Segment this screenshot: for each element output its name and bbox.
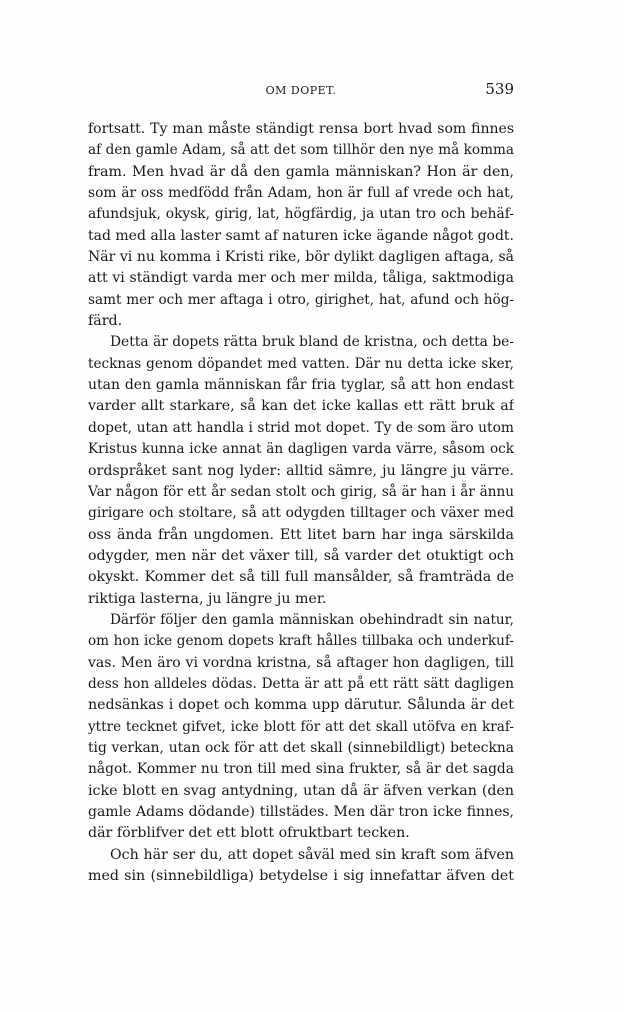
text-line: oss ända från ungdomen. Ett litet barn har inga särskilda: [88, 526, 514, 543]
text-line: med sin (sinnebildliga) betydelse i sig innefattar äfven det: [88, 868, 514, 885]
text-line: att vi ständigt varda mer och mer milda, tåliga, saktmodiga: [88, 270, 514, 287]
text-line: fram. Men hvad är då den gamla människan? Hon är den,: [88, 163, 514, 180]
text-line: nedsänkas i dopet och komma upp därutur. Sålunda är det: [88, 697, 514, 714]
text-line: vas. Men äro vi vordna kristna, så aftager hon dagligen, till: [88, 654, 514, 671]
text-line: yttre tecknet gifvet, icke blott för att det skall utöfva en kraf-: [88, 718, 514, 735]
page-number: 539: [485, 80, 514, 98]
running-head: [88, 80, 514, 102]
text-line: dopet, utan att handla i strid mot dopet. Ty de som äro utom: [88, 419, 514, 436]
text-line: Därför följer den gamla människan obehindradt sin natur,: [110, 611, 514, 628]
text-line: okyskt. Kommer det så till full mansålder, så framträda de: [88, 569, 514, 586]
text-line: Var någon för ett år sedan stolt och girig, så är han i år ännu: [88, 483, 514, 500]
text-line: odygder, men när det växer till, så varder det otuktigt och: [88, 547, 514, 564]
text-line: fortsatt. Ty man måste ständigt rensa bort hvad som finnes: [88, 121, 514, 137]
text-line: tig verkan, utan ock för att det skall (sinnebildligt) beteckna: [88, 739, 514, 756]
running-title: OM DOPET.: [265, 84, 337, 97]
text-line: samt mer och mer aftaga i otro, girighet, hat, afund och hög-: [88, 291, 514, 308]
text-line: Kristus kunna icke annat än dagligen varda värre, såsom ock: [88, 441, 514, 458]
text-line: ordspråket sant nog lyder: alltid sämre, ju längre ju värre.: [88, 462, 514, 479]
text-line: af den gamle Adam, så att det som tillhör den nye må komma: [88, 142, 514, 159]
text-line: dess hon alldeles dödas. Detta är att på ett rätt sätt dagligen: [88, 675, 514, 692]
text-line: afundsjuk, okysk, girig, lat, högfärdig, ja utan tro och behäf-: [88, 206, 514, 223]
text-line: riktiga lasterna, ju längre ju mer.: [88, 590, 327, 607]
text-line: Detta är dopets rätta bruk bland de kristna, och detta be-: [110, 334, 514, 351]
text-line: icke blott en svag antydning, utan då är äfven verkan (den: [88, 782, 514, 799]
text-line: girigare och stoltare, så att odygden tilltager och växer med: [88, 505, 514, 522]
text-line: tad med alla laster samt af naturen icke ägande något godt.: [88, 227, 514, 244]
text-line: om hon icke genom dopets kraft hålles tillbaka och underkuf-: [88, 633, 514, 650]
text-line: där förblifver det ett blott ofruktbart tecken.: [88, 825, 410, 842]
text-line: tecknas genom döpandet med vatten. Där nu detta icke sker,: [88, 355, 514, 372]
text-line: som är oss medfödd från Adam, hon är full af vrede och hat,: [88, 185, 514, 202]
text-line: gamle Adams dödande) tillstädes. Men där tron icke finnes,: [88, 804, 514, 820]
text-line: något. Kommer nu tron till med sina frukter, så är det sagda: [88, 761, 514, 778]
body-text: [88, 119, 514, 887]
text-line: utan den gamla människan får fria tyglar, så att hon endast: [88, 377, 514, 394]
text-line: När vi nu komma i Kristi rike, bör dylikt dagligen aftaga, så: [88, 249, 514, 266]
text-line: varder allt starkare, så kan det icke kallas ett rätt bruk af: [88, 398, 514, 415]
text-line: färd.: [88, 313, 123, 330]
text-line: Och här ser du, att dopet såväl med sin kraft som äfven: [110, 846, 514, 863]
